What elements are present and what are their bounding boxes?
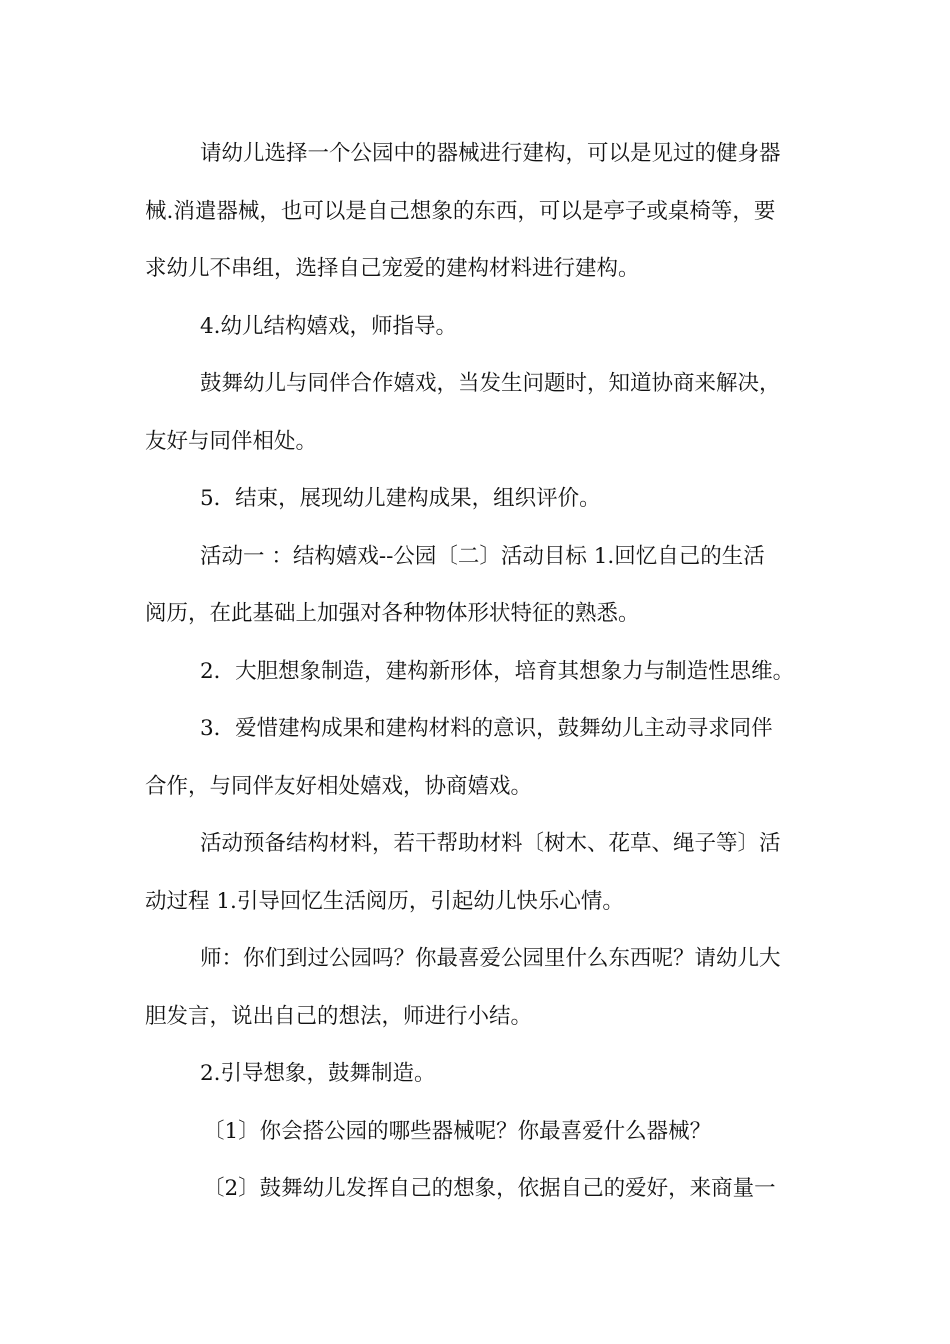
- paragraph-line: 请幼儿选择一个公园中的器械进行建构，可以是见过的健身器: [200, 141, 781, 166]
- paragraph-line: 3．爱惜建构成果和建构材料的意识，鼓舞幼儿主动寻求同伴: [200, 716, 773, 741]
- paragraph-line: 〔2〕鼓舞幼儿发挥自己的想象，依据自己的爱好，来商量一: [203, 1176, 776, 1201]
- paragraph-line: 5．结束，展现幼儿建构成果，组织评价。: [200, 486, 601, 511]
- paragraph-line: 求幼儿不串组，选择自己宠爱的建构材料进行建构。: [145, 256, 640, 281]
- paragraph-line: 2.引导想象，鼓舞制造。: [200, 1061, 436, 1086]
- paragraph-line: 〔1〕你会搭公园的哪些器械呢？你最喜爱什么器械？: [203, 1119, 712, 1144]
- paragraph-line: 械.消遣器械，也可以是自己想象的东西，可以是亭子或桌椅等，要: [145, 199, 776, 224]
- paragraph-line: 师：你们到过公园吗？你最喜爱公园里什么东西呢？请幼儿大: [200, 946, 781, 971]
- paragraph-line: 鼓舞幼儿与同伴合作嬉戏，当发生问题时，知道协商来解决，: [200, 371, 781, 396]
- paragraph-line: 活动一 ：结构嬉戏--公园〔二〕活动目标 1.回忆自己的生活: [200, 544, 765, 569]
- paragraph-line: 合作，与同伴友好相处嬉戏，协商嬉戏。: [145, 774, 533, 799]
- paragraph-line: 胆发言，说出自己的想法，师进行小结。: [145, 1004, 533, 1029]
- paragraph-line: 动过程 1.引导回忆生活阅历，引起幼儿快乐心情。: [145, 889, 624, 914]
- paragraph-line: 阅历，在此基础上加强对各种物体形状特征的熟悉。: [145, 601, 640, 626]
- paragraph-line: 活动预备结构材料，若干帮助材料〔树木、花草、绳子等〕活: [200, 831, 781, 856]
- paragraph-line: 2．大胆想象制造，建构新形体，培育其想象力与制造性思维。: [200, 659, 795, 684]
- paragraph-line: 4.幼儿结构嬉戏，师指导。: [200, 314, 458, 339]
- paragraph-line: 友好与同伴相处。: [145, 429, 318, 454]
